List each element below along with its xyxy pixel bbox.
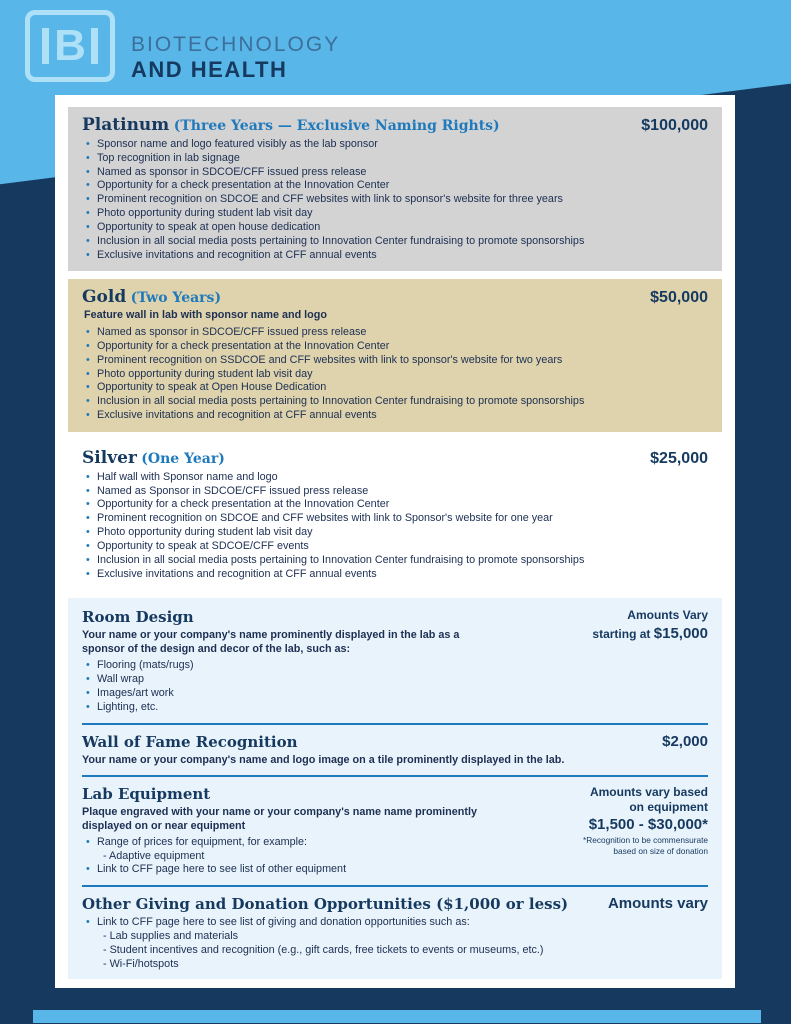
sponsorship-card xyxy=(55,95,735,988)
bullet-item: • Exclusive invitations and recognition at CFF annual events xyxy=(86,568,708,582)
bullet-item: • Link to CFF page here to see list of giving and donation opportunities such as: xyxy=(86,916,708,930)
opportunity-bullet-list xyxy=(82,836,501,877)
amount-value: $2,000 xyxy=(662,732,708,750)
tier-platinum xyxy=(68,107,722,271)
opportunity-room-design xyxy=(82,608,708,714)
opportunity-description: Your name or your company's name and logo image on a tile prominently displayed in the lab. xyxy=(82,753,565,766)
bullet-item: • Opportunity to speak at open house dedication xyxy=(86,221,708,235)
tier-title xyxy=(82,287,221,307)
amount-note-line1: *Recognition to be commensurate xyxy=(583,834,708,845)
bullet-item: • Inclusion in all social media posts pertaining to Innovation Center fundraising to promote sponsorships xyxy=(86,395,708,409)
sub-bullet-item: - Wi-Fi/hotspots xyxy=(103,957,179,970)
tier-bullet-list xyxy=(82,138,708,262)
tier-subtitle: (One Year) xyxy=(141,450,225,467)
sub-bullet-item: - Student incentives and recognition (e.g., gift cards, free tickets to events or museums, etc.) xyxy=(103,943,544,956)
amount-note-line2: based on size of donation xyxy=(613,845,708,856)
amount-value: $15,000 xyxy=(653,624,708,642)
bullet-item: • Top recognition in lab signage xyxy=(86,152,708,166)
section-divider xyxy=(82,885,708,887)
bullet-item: • Named as sponsor in SDCOE/CFF issued press release xyxy=(86,166,708,180)
brand-title xyxy=(131,33,340,82)
brand-title-line2: AND HEALTH xyxy=(131,57,288,83)
brand-logo xyxy=(25,10,115,82)
tier-subtitle: (Two Years) xyxy=(130,290,222,307)
tier-header xyxy=(82,115,708,135)
bullet-item: • Prominent recognition on SSDCOE and CFF websites with link to sponsor's website for two years xyxy=(86,354,708,368)
bullet-item: • Half wall with Sponsor name and logo xyxy=(86,471,708,485)
opportunity-title: Room Design xyxy=(82,608,194,627)
amount-note xyxy=(513,835,708,857)
tier-subtitle: (Three Years — Exclusive Naming Rights) xyxy=(173,118,500,134)
amount-label-line1: Amounts vary based xyxy=(589,784,708,799)
tier-title xyxy=(82,115,500,135)
opportunity-content xyxy=(82,608,501,714)
bullet-item: • Images/art work xyxy=(86,687,501,701)
bullet-item: • Opportunity for a check presentation at the Innovation Center xyxy=(86,498,708,512)
tier-price: $50,000 xyxy=(650,289,708,307)
other-opportunities-panel xyxy=(68,598,722,979)
section-divider xyxy=(82,723,708,725)
opportunity-title: Wall of Fame Recognition xyxy=(82,732,298,751)
tier-bullet-list xyxy=(82,471,708,582)
amount-line xyxy=(513,624,708,644)
amount-label-line2: on equipment xyxy=(629,800,708,815)
brand-title-line1: BIOTECHNOLOGY xyxy=(131,33,341,56)
tier-price: $25,000 xyxy=(650,449,708,467)
opportunity-content xyxy=(82,785,501,878)
bullet-item: • Photo opportunity during student lab visit day xyxy=(86,526,708,540)
amount-prefix: starting at xyxy=(592,626,654,641)
bullet-item: • Named as Sponsor in SDCOE/CFF issued press release xyxy=(86,485,708,499)
tier-header xyxy=(82,448,708,468)
opportunity-bullet-list xyxy=(82,916,708,971)
bullet-item: • Link to CFF page here to see list of other equipment xyxy=(86,863,501,877)
opportunity-pricing xyxy=(513,608,708,714)
opportunity-title: Other Giving and Donation Opportunities ($1,000 or less) xyxy=(82,895,569,914)
logo-letter: B xyxy=(54,21,86,70)
bullet-item: • Wall wrap xyxy=(86,673,501,687)
bullet-item: • Prominent recognition on SDCOE and CFF websites with link to Sponsor's website for one year xyxy=(86,512,708,526)
footer-accent-bar xyxy=(33,1010,761,1023)
amount-label: Amounts Vary xyxy=(627,608,708,623)
sub-bullet-item: - Adaptive equipment xyxy=(103,849,205,862)
opportunity-pricing xyxy=(513,785,708,878)
bullet-item: • Named as sponsor in SDCOE/CFF issued press release xyxy=(86,326,708,340)
opportunity-wall-of-fame xyxy=(82,733,708,767)
bullet-item: • Sponsor name and logo featured visibly as the lab sponsor xyxy=(86,138,708,152)
logo-right-bar-icon xyxy=(91,28,98,64)
tier-title xyxy=(82,448,225,468)
opportunity-other-giving xyxy=(82,895,708,971)
sub-bullet-item: - Lab supplies and materials xyxy=(103,929,239,942)
opportunity-description: Plaque engraved with your name or your company's name name prominently displayed on or near equipment xyxy=(82,805,477,832)
tier-name: Gold xyxy=(82,287,127,308)
tier-name: Silver xyxy=(82,447,137,468)
section-divider xyxy=(82,775,708,777)
tier-header xyxy=(82,287,708,307)
bullet-item: • Exclusive invitations and recognition at CFF annual events xyxy=(86,409,708,423)
bullet-item: • Opportunity to speak at Open House Dedication xyxy=(86,381,708,395)
bullet-item: • Photo opportunity during student lab visit day xyxy=(86,368,708,382)
bullet-item: • Lighting, etc. xyxy=(86,701,501,715)
tier-gold xyxy=(68,279,722,432)
bullet-item: • Photo opportunity during student lab visit day xyxy=(86,207,708,221)
opportunity-bullet-list xyxy=(82,659,501,714)
tier-silver xyxy=(68,440,722,591)
bullet-item: • Exclusive invitations and recognition at CFF annual events xyxy=(86,249,708,263)
bullet-item: • Opportunity for a check presentation at the Innovation Center xyxy=(86,179,708,193)
opportunity-lab-equipment xyxy=(82,785,708,878)
bullet-item: • Inclusion in all social media posts pertaining to Innovation Center fundraising to promote sponsorships xyxy=(86,235,708,249)
bullet-item: • Opportunity to speak at SDCOE/CFF events xyxy=(86,540,708,554)
logo-left-bar-icon xyxy=(42,28,49,64)
bullet-item: • Inclusion in all social media posts pertaining to Innovation Center fundraising to promote sponsorships xyxy=(86,554,708,568)
amount-label: Amounts vary xyxy=(607,895,708,913)
amount-value: $1,500 - $30,000* xyxy=(588,815,708,833)
tier-name: Platinum xyxy=(82,115,170,135)
opportunity-description: Your name or your company's name prominently displayed in the lab as a sponsor of the design and decor of the lab, such as: xyxy=(82,629,460,656)
bullet-item: • Flooring (mats/rugs) xyxy=(86,659,501,673)
bullet-item: • Prominent recognition on SDCOE and CFF websites with link to sponsor's website for three years xyxy=(86,193,708,207)
bullet-item: • Range of prices for equipment, for example: xyxy=(86,836,501,850)
tier-bullet-list xyxy=(82,326,708,423)
tier-intro: Feature wall in lab with sponsor name and logo xyxy=(84,309,327,322)
bullet-item: • Opportunity for a check presentation at the Innovation Center xyxy=(86,340,708,354)
tier-price: $100,000 xyxy=(641,117,708,134)
opportunity-title: Lab Equipment xyxy=(82,784,211,803)
